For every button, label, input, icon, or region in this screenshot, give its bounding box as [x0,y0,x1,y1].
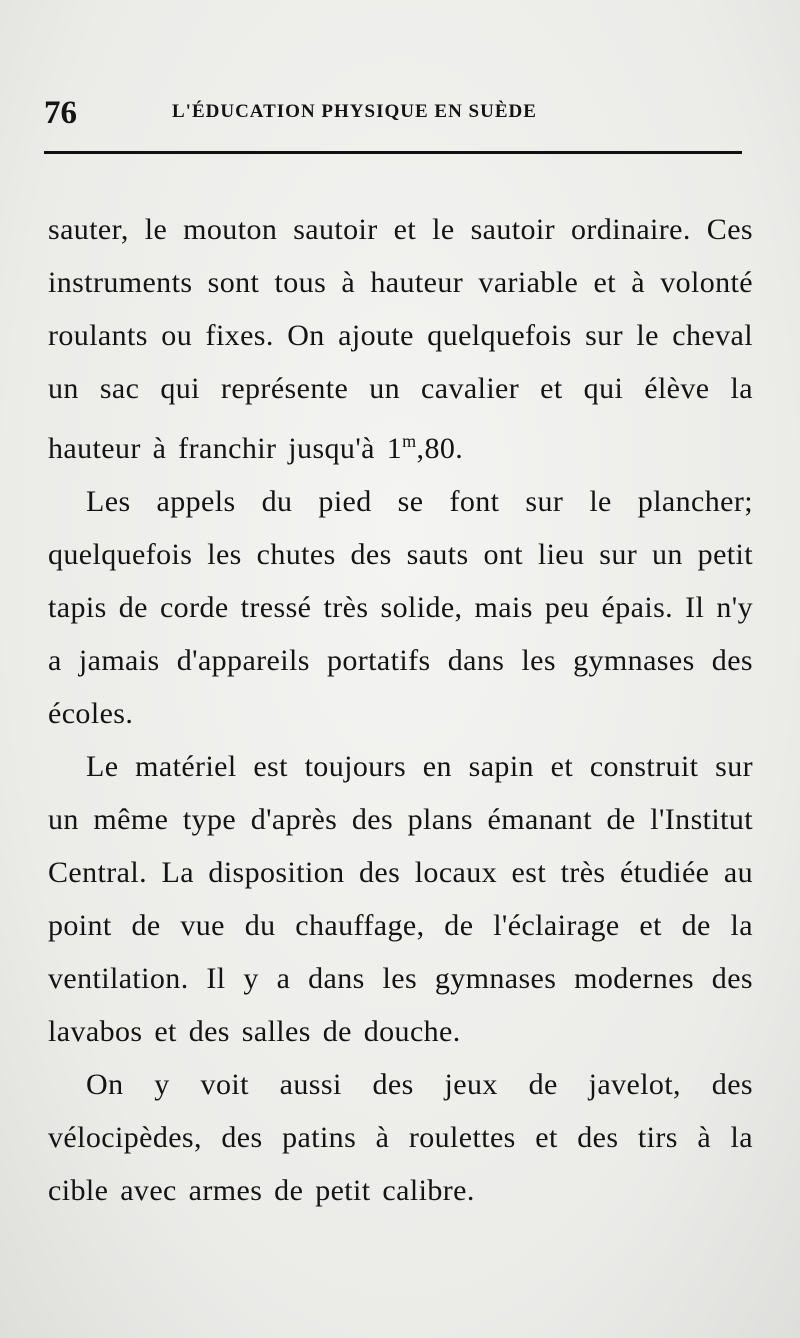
page-header [44,95,744,145]
superscript-meter: m [402,431,417,451]
paragraph-1 [48,203,753,475]
running-title: L'ÉDUCATION PHYSIQUE EN SUÈDE [172,101,537,122]
paragraph-3: Le matériel est toujours en sapin et construit sur un même type d'après des plans émanant de l'Institut Central. La disposition des locaux est très étudiée au point de vue du chauffage, de l'éclairage et de la ventilation. Il y a dans les gymnases modernes des lavabos et des salles de douche. [48,750,753,1048]
paragraph-2: Les appels du pied se font sur le plancher; quelquefois les chutes des sauts ont lieu sur un petit tapis de corde tressé très solide, mais peu épais. Il n'y a jamais d'appareils portatifs dans les gymnases des écoles. [48,485,753,730]
paragraph-4: On y voit aussi des jeux de javelot, des vélocipèdes, des patins à roulettes et des tirs à la cible avec armes de petit calibre. [48,1068,753,1207]
paragraph-1-text: sauter, le mouton sautoir et le sautoir ordinaire. Ces instruments sont tous à hauteur variable et à volonté roulants ou fixes. On ajoute quelquefois sur le cheval un sac qui représente un cavalier et qui élève la hauteur à franchir jusqu'à 1 [48,213,753,465]
header-rule [44,151,742,154]
paragraph-1-suffix: ,80. [416,432,464,465]
body-text [48,203,753,1217]
page-number: 76 [44,95,77,131]
